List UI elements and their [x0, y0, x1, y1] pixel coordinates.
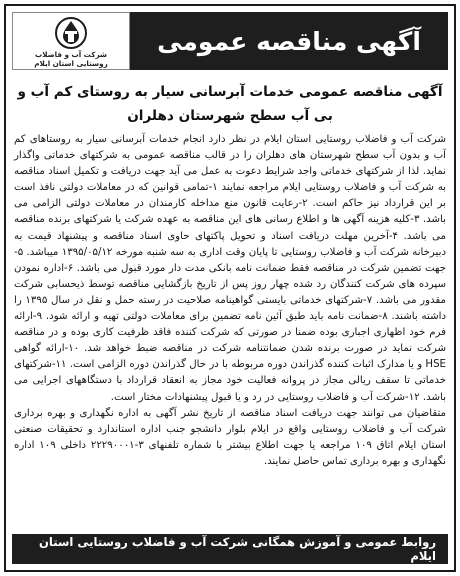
footer-banner	[12, 534, 448, 564]
logo-line-2: روستایی استان ایلام	[34, 59, 108, 68]
body-paragraph-2: متقاضیان می توانند جهت دریافت اسناد مناقصه از تاریخ نشر آگهی به اداره نگهداری و بهره برداری شرکت آب و فاضلاب روستایی واقع در ایلام بلوار دانشجو جنب اداره استاندارد و تحقیقات صنعتی استان ایلام اتاق ۱۰۹ مراجعه یا جهت اطلاع بیشتر با شماره تلفنهای ۳-۲۲۲۹۰۰۰۱ داخلی ۱۰۹ اداره نگهداری و بهره برداری تماس حاصل نمایند.	[14, 407, 447, 467]
title-banner	[130, 12, 448, 70]
notice-header	[6, 6, 454, 76]
notice-body	[14, 132, 446, 470]
body-paragraph-1: شرکت آب و فاضلاب روستایی استان ایلام در نظر دارد انجام خدمات آبرسانی سیار به روستاهای کم آب و بدون آب سطح شهرستان های دهلران را در قالب مناقصه عمومی به شرکتهای خدماتی واگذار نماید. لذا از شرکتهای خدماتی واجد شرایط دعوت به عمل می آید جهت دریافت و تکمیل اسناد مناقصه به شرکت آب و فاضلاب روستایی ایلام مراجعه نمایند ۱-تمامی قوانین که در معاملات دولتی نافذ است بر این قرارداد نیز حاکم است. ۲-رعایت قانون منع مداخله کارمندان در معاملات دولتی الزامی می باشد. ۳-کلیه هزینه آگهی ها و اطلاع رسانی های این مناقصه به عهده شرکت یا شرکتهای برنده مناقصه می باشد. ۴-آخرین مهلت دریافت اسناد و تحویل پاکتهای حاوی اسناد مناقصه و پیشنهاد قیمت به دبیرخانه شرکت آب و فاضلاب روستایی تا پایان وقت اداری به سه شنبه مورخه ۱۳۹۵/۰۵/۱۲ میباشد. ۵-جهت تضمین شرکت در مناقصه فقط ضمانت نامه بانکی مدت دار مورد قبول می باشد. ۶-اداره نمودن سپرده های شرکت کنندگان رد شده چهار روز پس از تاریخ بازگشایی مناقصه توسط ذیحسابی شرکت مقدور می باشد. ۷-شرکتهای خدماتی بایستی گواهینامه صلاحیت در رسته حمل و نقل در سال ۱۳۹۵ را داشته باشند. ۸-ضمانت نامه باید طبق آئین نامه تضمین برای معاملات دولتی تهیه و ارائه شود. ۹-ارائه فرم خود اظهاری اجباری بوده ضمنا در صورتی که شرکت کننده فاقد ظرفیت کاری بوده و در مناقصه شرکت نماید در صورت برنده شدن ضمانتنامه شرکت در مناقصه ضبط خواهد شد. ۱۰-ارائه گواهی HSE و یا مدارک اثبات کننده گذراندن دوره مربوطه با در حال گذراندن دوره الزامی است. ۱۱-شرکتهای خدماتی تا سقف ریالی مجاز در پروانه فعالیت خود مجاز به انعقاد قرارداد با دستگاههای اجرایی می باشد. ۱۲-شرکت آب و فاضلاب روستایی در رد و یا قبول پیشنهادات مختار است.	[14, 134, 446, 403]
company-logo	[12, 12, 130, 70]
footer-text: روابط عمومی و آموزش همگانی شرکت آب و فاضلاب روستایی استان ایلام	[38, 535, 436, 563]
logo-line-1: شرکت آب و فاضلاب	[34, 50, 108, 59]
subtitle-line-1: آگهی مناقصه عمومی خدمات آبرسانی سیار به روستای کم آب و	[17, 84, 443, 100]
notice-title: آگهی مناقصه عمومی	[157, 26, 421, 56]
notice-frame	[4, 4, 456, 572]
subtitle-line-2: بی آب سطح شهرستان دهلران	[127, 108, 333, 124]
water-drop-tower-icon	[51, 16, 91, 50]
